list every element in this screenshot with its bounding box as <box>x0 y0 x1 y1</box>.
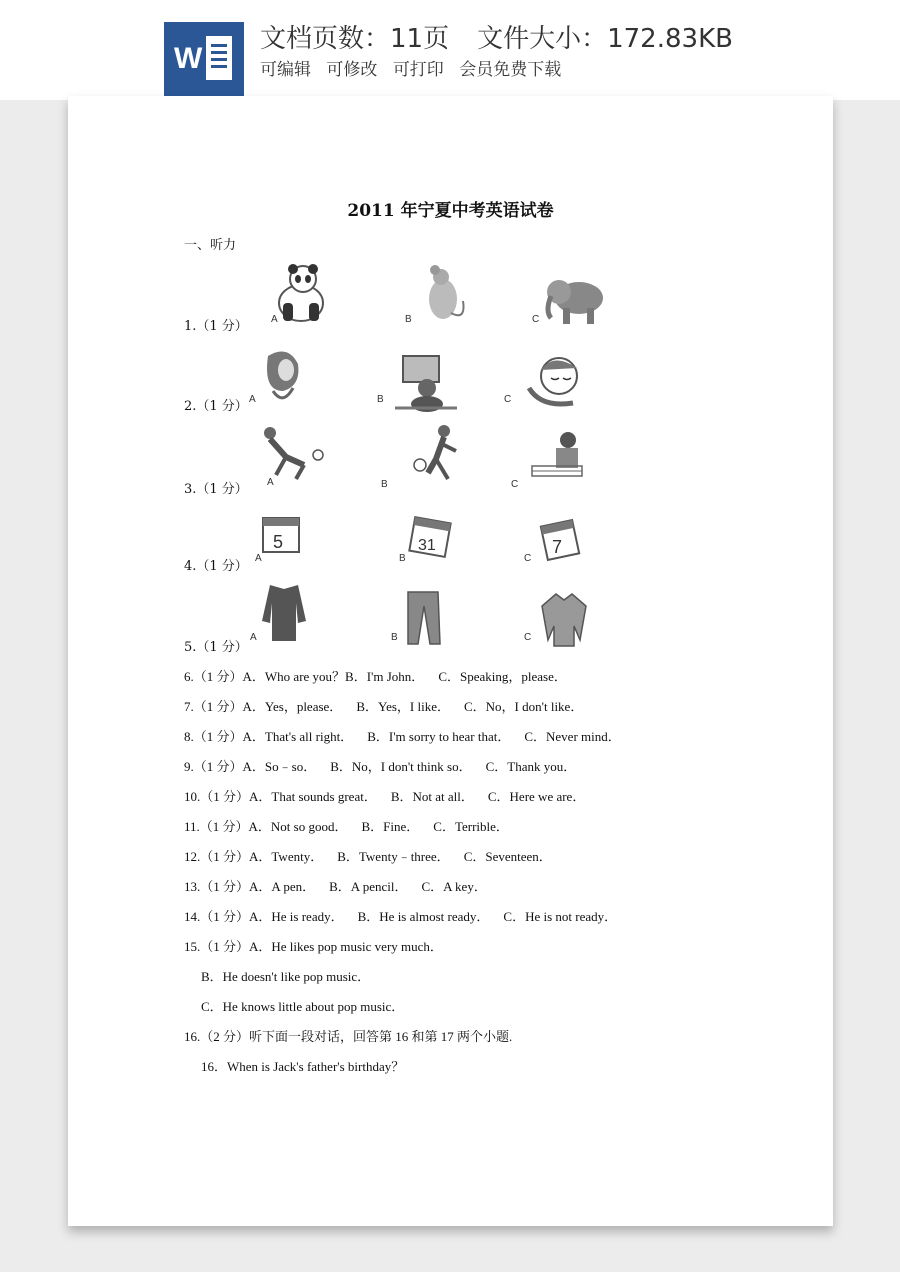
question-line <box>184 876 501 895</box>
option-letter: C <box>524 632 532 643</box>
question-line <box>184 756 590 775</box>
option-letter: B <box>391 632 398 643</box>
svg-text:7: 7 <box>552 537 563 557</box>
svg-text:5: 5 <box>273 532 284 552</box>
option-text: A．That sounds great． <box>249 789 377 804</box>
question-number: 3.（1 分） <box>184 482 248 497</box>
feature-modifiable: 可修改 <box>326 60 378 80</box>
question-number: 9.（1 分） <box>184 759 243 774</box>
question-number: 2.（1 分） <box>184 399 248 414</box>
page-title: 2011 年宁夏中考英语试卷 <box>347 201 554 221</box>
option-text: A．Yes，please． <box>242 699 343 714</box>
option-letter: A <box>267 477 274 488</box>
option-text: A．Who are you？B．I'm John． <box>242 669 425 684</box>
calendar-7-icon <box>530 511 600 581</box>
option-letter: B <box>377 394 384 405</box>
option-text: C．No，I don't like． <box>463 699 584 714</box>
question-number: 11.（1 分） <box>184 819 249 834</box>
option-letter: A <box>271 314 278 325</box>
option-text: C．He is not ready． <box>503 909 618 924</box>
section-heading: 一、听力 <box>184 238 237 253</box>
question-line <box>184 786 599 805</box>
tennis-icon <box>528 426 598 496</box>
option-text: C．Terrible． <box>433 819 509 834</box>
option-letter: C <box>524 553 532 564</box>
option-text: A．A pen． <box>249 879 316 894</box>
question-number: 7.（1 分） <box>184 699 243 714</box>
elephant-icon <box>541 266 611 336</box>
question-line <box>184 936 457 955</box>
question-number: 13.（1 分） <box>184 879 250 894</box>
mouse-icon <box>411 261 481 331</box>
question-line <box>184 696 597 715</box>
option-text: B．Fine． <box>361 819 420 834</box>
trousers-icon <box>388 586 458 656</box>
option-text: C．Thank you． <box>485 759 577 774</box>
question-line <box>184 846 566 865</box>
question-number: 4.（1 分） <box>184 559 248 574</box>
option-text: A．So﹣so． <box>242 759 317 774</box>
option-letter: A <box>249 394 256 405</box>
question-line: 16.（2 分）听下面一段对话，回答第 16 和第 17 两个小题. <box>184 1029 513 1044</box>
option-letter: B <box>381 479 388 490</box>
feature-member-download: 会员免费下载 <box>459 60 562 80</box>
basketball-icon <box>398 421 468 491</box>
option-text: B．No，I don't think so． <box>330 759 472 774</box>
question-line <box>184 816 523 835</box>
sub-question: 16．When is Jack's father's birthday？ <box>201 1059 405 1074</box>
calendar-5-icon <box>253 506 323 576</box>
question-number: 10.（1 分） <box>184 789 250 804</box>
option-letter: C <box>532 314 540 325</box>
option-text: A．Not so good． <box>248 819 348 834</box>
option-letter: B <box>405 314 412 325</box>
option-text: B．He is almost ready． <box>357 909 490 924</box>
question-line <box>184 666 581 685</box>
option-text: C．Speaking，please． <box>438 669 567 684</box>
option-letter: C <box>511 479 519 490</box>
option-text: C．He knows little about pop music． <box>201 999 405 1014</box>
option-text: B．He doesn't like pop music． <box>201 969 371 984</box>
option-text: B．I'm sorry to hear that． <box>367 729 511 744</box>
option-letter: C <box>504 394 512 405</box>
question-number: 8.（1 分） <box>184 729 243 744</box>
sweater-icon <box>528 586 598 656</box>
banner-title <box>260 18 761 55</box>
question-line <box>184 726 635 745</box>
feature-editable: 可编辑 <box>260 60 311 80</box>
document-page <box>68 96 833 1226</box>
question-line <box>184 906 631 925</box>
question-number: 6.（1 分） <box>184 669 243 684</box>
calendar-31-icon <box>398 508 468 578</box>
option-text: A．He is ready． <box>249 909 344 924</box>
option-text: B．A pencil． <box>329 879 408 894</box>
banner-features <box>260 55 571 80</box>
question-number: 1.（1 分） <box>184 319 248 334</box>
tv-watching-icon <box>391 348 461 418</box>
option-text: C．Never mind． <box>524 729 621 744</box>
option-text: B．Twenty﹣three． <box>337 849 450 864</box>
feature-printable: 可打印 <box>392 60 444 80</box>
girl-icon <box>253 346 323 416</box>
option-text: B．Yes，I like． <box>356 699 450 714</box>
file-size: 文件大小：172.83KB <box>477 24 733 54</box>
question-number: 14.（1 分） <box>184 909 250 924</box>
option-letter: A <box>255 553 262 564</box>
option-text: A．Twenty． <box>249 849 324 864</box>
question-number: 15.（1 分） <box>184 939 250 954</box>
option-text: A．That's all right． <box>242 729 354 744</box>
option-text: C．Seventeen． <box>463 849 552 864</box>
question-number: 12.（1 分） <box>184 849 250 864</box>
sleeping-child-icon <box>523 348 593 418</box>
option-letter: A <box>250 632 257 643</box>
option-text: B．Not at all． <box>390 789 474 804</box>
question-number: 5.（1 分） <box>184 640 248 655</box>
jacket-icon <box>248 581 318 651</box>
download-banner <box>0 0 900 100</box>
word-logo-icon: W <box>164 22 244 96</box>
page-count: 文档页数：11页 <box>260 24 450 54</box>
option-text: C．A key． <box>421 879 487 894</box>
svg-text:31: 31 <box>418 537 436 554</box>
option-text: A．He likes pop music very much． <box>249 939 443 954</box>
option-text: C．Here we are． <box>487 789 586 804</box>
option-letter: B <box>399 553 406 564</box>
